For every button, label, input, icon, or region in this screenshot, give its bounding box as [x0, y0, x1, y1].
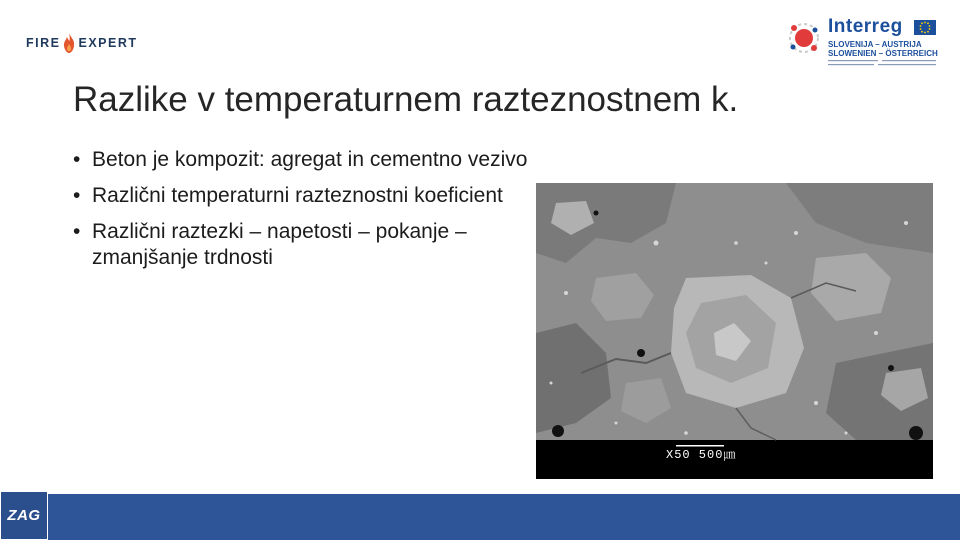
interreg-logo	[784, 16, 944, 72]
zag-logo	[0, 491, 48, 540]
bullet-marker: •	[73, 148, 81, 171]
interreg-line-1: SLOVENIJA – AUSTRIJA	[828, 40, 922, 49]
interreg-mark-icon	[784, 18, 824, 58]
scale-bar-label: X50 500㎛	[666, 448, 737, 462]
eu-flag-icon	[914, 20, 936, 35]
concrete-microstructure-image	[536, 183, 933, 479]
fire-expert-logo	[26, 30, 138, 56]
interreg-wordmark: Interreg	[828, 16, 903, 37]
bullet-item	[73, 147, 653, 173]
footer-bar	[0, 494, 960, 540]
slide-title: Razlike v temperaturnem razteznostnem k.	[73, 80, 739, 119]
logo-word-expert: EXPERT	[78, 36, 138, 50]
flame-icon	[62, 32, 76, 54]
bullet-text: Različni temperaturni razteznostni koeficient	[92, 184, 503, 207]
logo-word-fire: FIRE	[26, 36, 61, 50]
bullet-text: Različni raztezki – napetosti – pokanje – zmanjšanje trdnosti	[92, 220, 467, 269]
zag-logo-text: ZAG	[7, 507, 41, 524]
bullet-item	[73, 183, 512, 209]
bullet-marker: •	[73, 184, 81, 207]
bullet-item	[73, 219, 512, 271]
bullet-marker: •	[73, 220, 81, 243]
interreg-fine-print	[828, 59, 936, 67]
interreg-line-2: SLOWENIEN – ÖSTERREICH	[828, 49, 938, 58]
bullet-text: Beton je kompozit: agregat in cementno vezivo	[92, 148, 528, 171]
sem-micrograph	[536, 183, 933, 479]
